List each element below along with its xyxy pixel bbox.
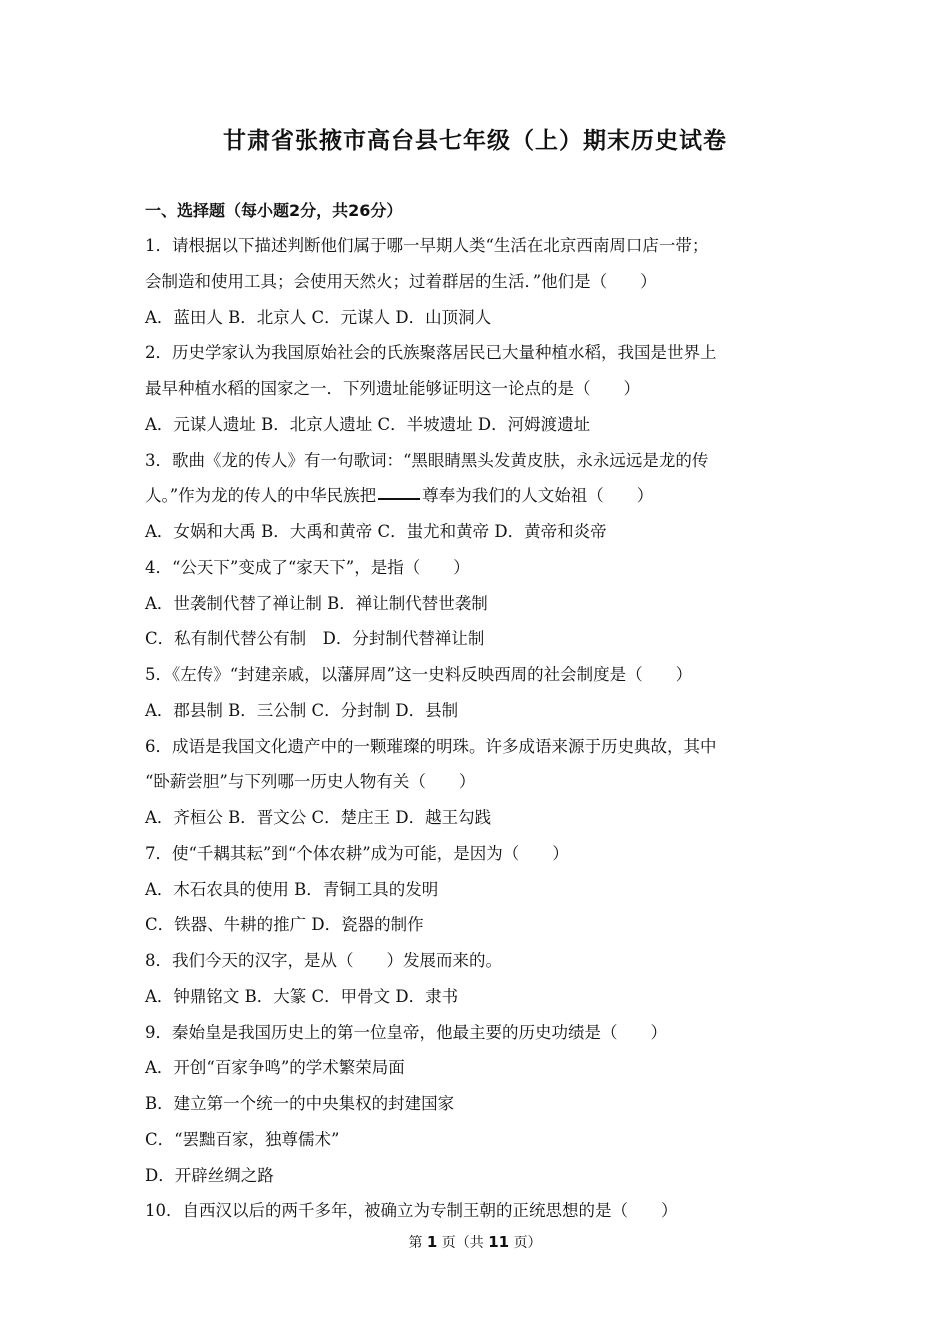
option-line: A．齐桓公 B．晋文公 C．楚庄王 D．越王勾践 xyxy=(145,808,492,827)
page-footer xyxy=(0,1232,950,1252)
blank-after-text: 尊奉为我们的人文始祖（ ） xyxy=(422,486,654,506)
option-line: B．建立第一个统一的中央集权的封建国家 xyxy=(145,1094,455,1113)
question-line: 7．使“千耦其耘”到“个体农耕”成为可能，是因为（ ） xyxy=(145,843,569,863)
footer-total-pages: 11 xyxy=(488,1233,510,1251)
question-line: 8．我们今天的汉字，是从（ ）发展而来的。 xyxy=(145,951,502,970)
footer-middle: 页（共 xyxy=(441,1235,484,1251)
option-line: C．铁器、牛耕的推广 D．瓷器的制作 xyxy=(145,915,424,935)
question-line: 3．歌曲《龙的传人》有一句歌词：“黑眼睛黑头发黄皮肤，永永远远是龙的传 xyxy=(145,450,709,470)
option-line: D．开辟丝绸之路 xyxy=(145,1165,274,1185)
question-line-with-blank xyxy=(145,482,653,506)
question-line: 6．成语是我国文化遗产中的一颗璀璨的明珠。许多成语来源于历史典故，其中 xyxy=(145,736,717,756)
section-heading: 一、选择题（每小题2分，共26分） xyxy=(145,201,403,220)
option-line: C．“罢黜百家，独尊儒术” xyxy=(145,1129,340,1149)
question-line: 2．历史学家认为我国原始社会的氏族聚落居民已大量种植水稻，我国是世界上 xyxy=(145,343,717,363)
question-line: 1．请根据以下描述判断他们属于哪一早期人类“生活在北京西南周口店一带； xyxy=(145,236,709,255)
question-line: 最早种植水稻的国家之一．下列遗址能够证明这一论点的是（ ） xyxy=(145,379,640,398)
question-line: 4．“公天下”变成了“家天下”，是指（ ） xyxy=(145,557,470,577)
footer-page-number: 1 xyxy=(426,1233,438,1251)
option-line: A．木石农具的使用 B．青铜工具的发明 xyxy=(145,879,439,899)
option-line: A．世袭制代替了禅让制 B．禅让制代替世袭制 xyxy=(145,593,488,613)
question-line: 5．《左传》“封建亲戚，以藩屏周”这一史料反映西周的社会制度是（ ） xyxy=(145,665,693,684)
question-line: “卧薪尝胆”与下列哪一历史人物有关（ ） xyxy=(145,772,476,792)
option-line: A．蓝田人 B．北京人 C．元谋人 D．山顶洞人 xyxy=(145,307,492,327)
page-title: 甘肃省张掖市高台县七年级（上）期末历史试卷 xyxy=(223,128,727,154)
fill-in-blank xyxy=(378,497,420,500)
question-line: 会制造和使用工具；会使用天然火；过着群居的生活．”他们是（ ） xyxy=(145,271,657,291)
question-line: 9．秦始皇是我国历史上的第一位皇帝，他最主要的历史功绩是（ ） xyxy=(145,1022,667,1042)
footer-suffix: 页） xyxy=(513,1235,542,1251)
blank-before-text: 人。”作为龙的传人的中华民族把 xyxy=(145,486,377,506)
footer-prefix: 第 xyxy=(408,1235,423,1251)
option-line: A．开创“百家争鸣”的学术繁荣局面 xyxy=(145,1058,405,1078)
option-line: A．郡县制 B．三公制 C．分封制 D．县制 xyxy=(145,700,459,720)
question-line: 10．自西汉以后的两千多年，被确立为专制王朝的正统思想的是（ ） xyxy=(145,1201,678,1221)
option-line: C．私有制代替公有制 D．分封制代替禅让制 xyxy=(145,629,485,649)
option-line: A．元谋人遗址 B．北京人遗址 C．半坡遗址 D．河姆渡遗址 xyxy=(145,414,591,434)
option-line: A．钟鼎铭文 B．大篆 C．甲骨文 D．隶书 xyxy=(145,986,459,1006)
option-line: A．女娲和大禹 B．大禹和黄帝 C．蚩尤和黄帝 D．黄帝和炎帝 xyxy=(145,522,607,541)
